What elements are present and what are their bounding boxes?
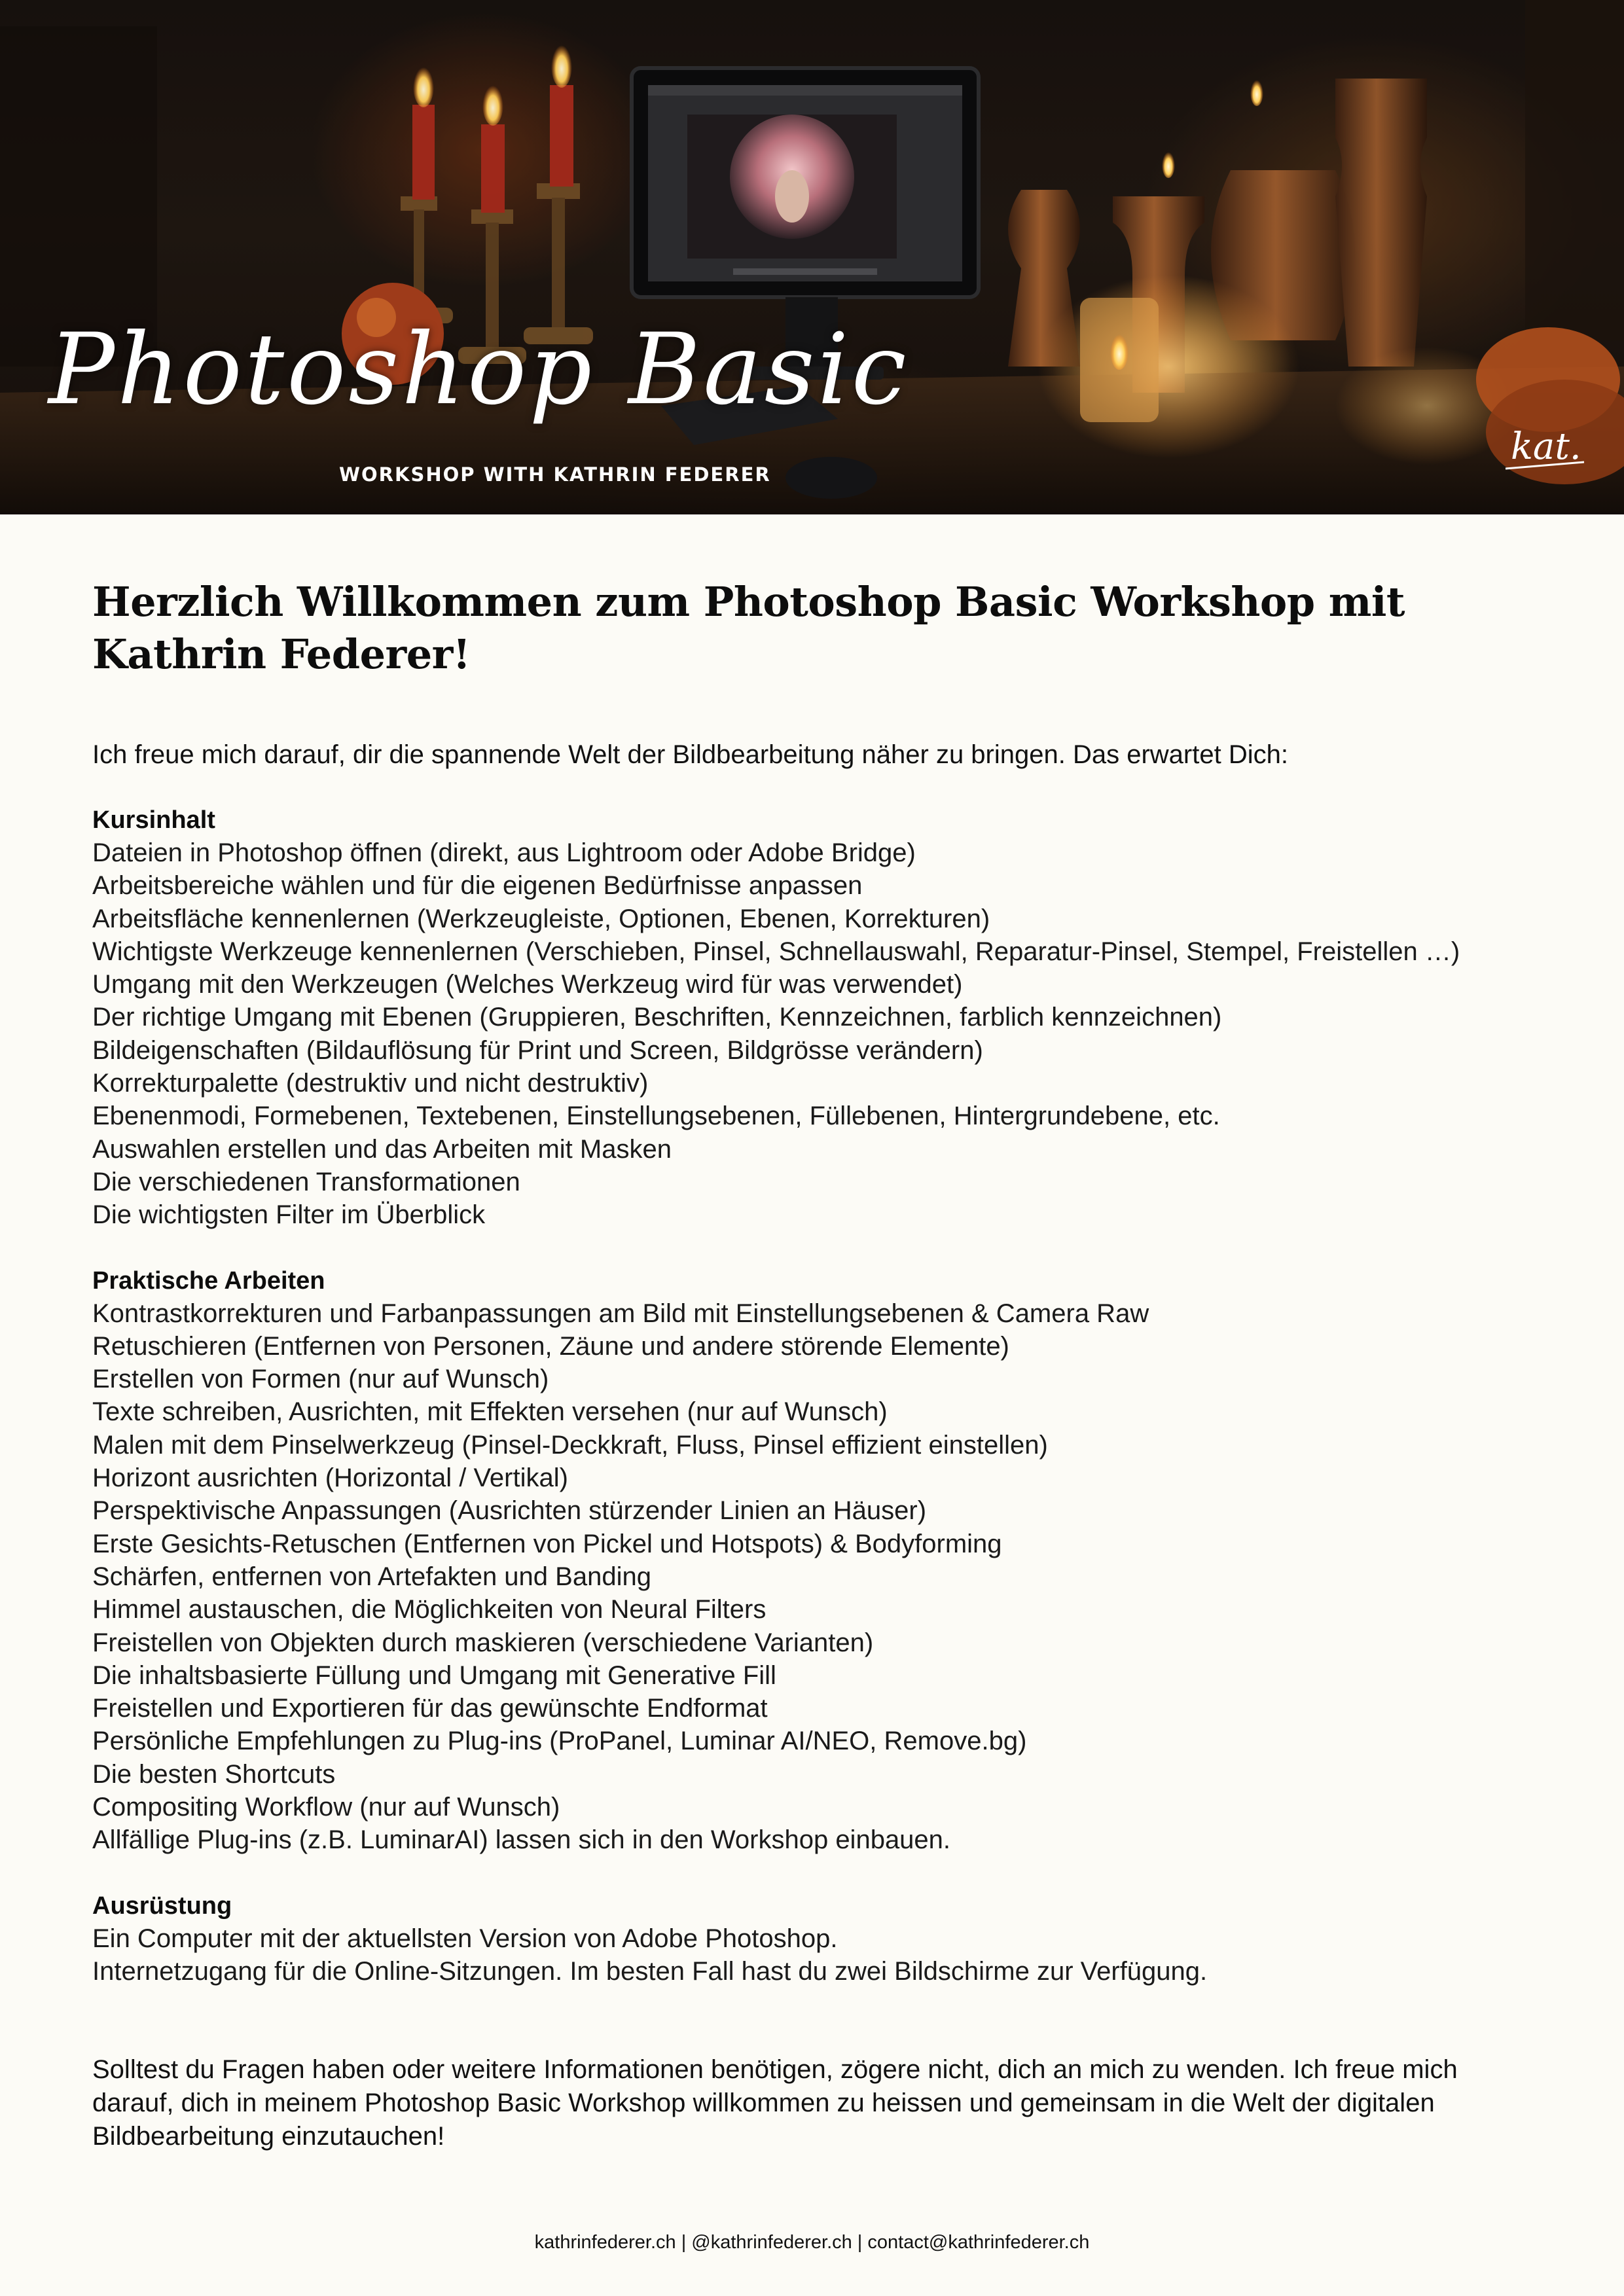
section-praktische-arbeiten — [92, 1265, 1545, 1857]
list-item: Die besten Shortcuts — [92, 1759, 336, 1789]
banner-title: Photoshop Basic — [48, 313, 909, 427]
list-item: Himmel austauschen, die Möglichkeiten von Neural Filters — [92, 1595, 767, 1624]
list-item: Malen mit dem Pinselwerkzeug (Pinsel-Deckkraft, Fluss, Pinsel effizient einstellen) — [92, 1430, 1048, 1460]
signature-logo: kat. — [1511, 425, 1581, 468]
list-item: Perspektivische Anpassungen (Ausrichten stürzender Linien an Häuser) — [92, 1496, 927, 1526]
page-title: Herzlich Willkommen zum Photoshop Basic Workshop mit Kathrin Federer! — [92, 578, 1405, 678]
list-item: Compositing Workflow (nur auf Wunsch) — [92, 1793, 560, 1822]
list-item: Ebenenmodi, Formebenen, Textebenen, Einstellungsebenen, Füllebenen, Hintergrundebene, etc. — [92, 1102, 1220, 1131]
header-banner — [0, 0, 1624, 514]
section-heading: Ausrüstung — [92, 1892, 232, 1920]
list-item: Freistellen von Objekten durch maskieren (verschiedene Varianten) — [92, 1628, 874, 1657]
section-heading: Kursinhalt — [92, 806, 215, 834]
equipment-list — [92, 1922, 1545, 1988]
list-item: Korrekturpalette (destruktiv und nicht destruktiv) — [92, 1069, 649, 1098]
list-item: Erste Gesichts-Retuschen (Entfernen von Pickel und Hotspots) & Bodyforming — [92, 1529, 1002, 1558]
main-content — [92, 576, 1545, 2153]
list-item: Erstellen von Formen (nur auf Wunsch) — [92, 1365, 549, 1394]
intro-paragraph: Ich freue mich darauf, dir die spannende Welt der Bildbearbeitung näher zu bringen. Das erwartet Dich: — [92, 740, 1288, 769]
list-item: Ein Computer mit der aktuellsten Version von Adobe Photoshop. — [92, 1924, 838, 1953]
list-item: Wichtigste Werkzeuge kennenlernen (Verschieben, Pinsel, Schnellauswahl, Reparatur-Pinsel, Stempel, Freistellen …) — [92, 937, 1460, 966]
list-item: Arbeitsfläche kennenlernen (Werkzeugleiste, Optionen, Ebenen, Korrekturen) — [92, 904, 990, 933]
list-item: Allfällige Plug-ins (z.B. LuminarAI) lassen sich in den Workshop einbauen. — [92, 1825, 951, 1855]
section-ausruestung — [92, 1890, 1545, 1988]
list-item: Internetzugang für die Online-Sitzungen. Im besten Fall hast du zwei Bildschirme zur Verfügung. — [92, 1956, 1208, 1986]
closing-paragraph: Solltest du Fragen haben oder weitere Informationen benötigen, zögere nicht, dich an mich zu wenden. Ich freue mich darauf, dich in meinem Photoshop Basic Workshop willkommen zu heissen und gemeinsam in die Welt der digitalen Bildbearbeitung einzutauchen! — [92, 2055, 1458, 2151]
footer-contact: kathrinfederer.ch | @kathrinfederer.ch | contact@kathrinfederer.ch — [534, 2232, 1090, 2253]
list-item: Horizont ausrichten (Horizontal / Vertikal) — [92, 1463, 568, 1493]
list-item: Die wichtigsten Filter im Überblick — [92, 1200, 486, 1230]
section-heading: Praktische Arbeiten — [92, 1266, 325, 1295]
list-item: Persönliche Empfehlungen zu Plug-ins (ProPanel, Luminar AI/NEO, Remove.bg) — [92, 1727, 1027, 1756]
list-item: Auswahlen erstellen und das Arbeiten mit Masken — [92, 1134, 672, 1164]
list-item: Retuschieren (Entfernen von Personen, Zäune und andere störende Elemente) — [92, 1331, 1009, 1361]
list-item: Die verschiedenen Transformationen — [92, 1167, 520, 1196]
list-item: Der richtige Umgang mit Ebenen (Gruppieren, Beschriften, Kennzeichnen, farblich kennzeichnen) — [92, 1003, 1222, 1032]
section-kursinhalt — [92, 804, 1545, 1232]
course-content-list — [92, 836, 1545, 1232]
list-item: Kontrastkorrekturen und Farbanpassungen am Bild mit Einstellungsebenen & Camera Raw — [92, 1299, 1149, 1328]
banner-subtitle: WORKSHOP WITH KATHRIN FEDERER — [339, 463, 771, 486]
list-item: Bildeigenschaften (Bildauflösung für Print und Screen, Bildgrösse verändern) — [92, 1035, 983, 1065]
practical-work-list — [92, 1297, 1545, 1857]
list-item: Schärfen, entfernen von Artefakten und Banding — [92, 1562, 651, 1591]
banner-illustration — [0, 0, 1624, 514]
list-item: Die inhaltsbasierte Füllung und Umgang mit Generative Fill — [92, 1660, 776, 1690]
list-item: Dateien in Photoshop öffnen (direkt, aus Lightroom oder Adobe Bridge) — [92, 838, 916, 867]
list-item: Texte schreiben, Ausrichten, mit Effekten versehen (nur auf Wunsch) — [92, 1397, 888, 1427]
list-item: Freistellen und Exportieren für das gewünschte Endformat — [92, 1694, 768, 1723]
list-item: Arbeitsbereiche wählen und für die eigenen Bedürfnisse anpassen — [92, 871, 863, 901]
list-item: Umgang mit den Werkzeugen (Welches Werkzeug wird für was verwendet) — [92, 970, 963, 999]
